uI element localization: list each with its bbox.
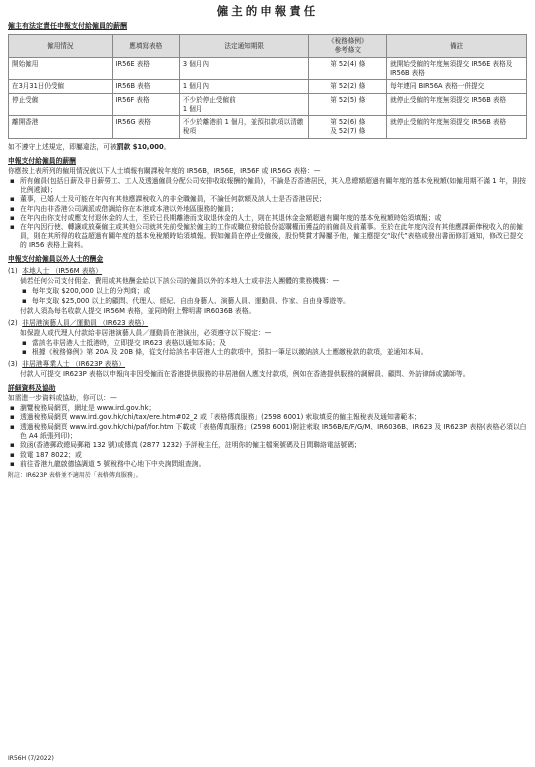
employee-list	[8, 177, 527, 251]
footnote: 附註：IR623P 表格並不適用於「表格傳真服務」。	[8, 472, 142, 480]
list-item: ▪ 董事，已婚人士及可能在年內有其他應課稅收入的非全職僱員，不論任何款額及該人士是否香港居民；	[8, 195, 527, 204]
list-item: ▪ 每年支取 $200,000 以上的分判商；或	[20, 287, 527, 296]
info-section-intro: 如需進一步資料或協助，你可以：—	[8, 393, 117, 402]
subsection-professionals	[8, 360, 527, 369]
table-row	[9, 116, 527, 138]
cell-deadline: 1 個月內	[179, 80, 309, 94]
list-item: ▪ 根據《稅務條例》第 20A 及 20B 條，從支付給該名非居港人士的款項中，預扣一筆足以繳納該人士應繳稅款的款項，並通知本局。	[20, 348, 527, 357]
subsection-performers	[8, 319, 527, 328]
table-row	[9, 80, 527, 94]
cell-form: IR56E 表格	[112, 57, 179, 79]
employee-section-intro: 你應按上表所列的僱用情況就以下人士填報有關課稅年度的 IR56B，IR56E，IR56F 或 IR56G 表格：—	[8, 166, 321, 175]
cell-remark: 就停止受僱的年度無須提交 IR56B 表格	[387, 116, 527, 138]
subsection-number: (1)	[8, 267, 18, 276]
nonemployee-section-heading: 申報支付給僱員以外人士的酬金	[8, 255, 104, 264]
requirements-table	[8, 34, 527, 138]
info-section-heading: 詳細資料及協助	[8, 384, 56, 393]
list-item: ▪ 致函(香港郵政總局郵箱 132 號)或傳真 (2877 1232) 予評稅主任，註明你的僱主檔案號碼及日間聯絡電話號碼；	[8, 441, 527, 450]
cell-remark: 就停止受僱的年度無須提交 IR56B 表格	[387, 93, 527, 115]
cell-situation: 在3月31日仍受僱	[9, 80, 113, 94]
local-list	[20, 287, 527, 305]
subsection-number: (3)	[8, 360, 18, 369]
col-header-deadline: 法定通知期限	[179, 35, 309, 57]
cell-deadline: 3 個月內	[179, 57, 309, 79]
subsection-text: 倘若任何公司支付佣金、費用或其他酬金給以下該公司的僱員以外的本地人士或非法人團體的業務機構：—	[20, 277, 340, 286]
table-row	[9, 93, 527, 115]
penalty-warning	[8, 143, 527, 152]
cell-ref: 第 52(5) 條	[309, 93, 387, 115]
list-item: ▪ 所有僱員(包括日薪及非日薪勞工、工人及透過僱員分配公司安排收取報酬的僱員)，不論是否香港居民，其入息總額超過有關年度的基本免稅額(如僱用期不滿 1 年，則按比例遞減)；	[8, 177, 527, 195]
cell-remark: 就開始受僱的年度無須提交 IR56E 表格及 IR56B 表格	[387, 57, 527, 79]
subsection-label: 非居港專業人士 （IR623P 表格）	[22, 360, 126, 369]
cell-ref: 第 52(4) 條	[309, 57, 387, 79]
penalty-amount: 罰款 $10,000	[116, 142, 164, 151]
list-item: ▪ 在年內因行使、轉讓或放棄僱主或其他公司就其先前受僱於僱主的工作或職位發給股份認購權而獲益的前僱員及前董事。至於在此年度內沒有其他應課薪俸稅收入的前僱員，則在其所得的收益超過有關年度的基本免稅額時始須填報。假如僱員在停止受僱後，股份獎賞才歸屬予他，僱主應提交“取代”表格或發出書面修訂通知，修改已提交的 IR56 表格上資料。	[8, 223, 527, 250]
cell-situation: 開始僱用	[9, 57, 113, 79]
list-item: ▪ 當該名非居港人士抵港時，立即提交 IR623 表格以通知本局；及	[20, 339, 527, 348]
list-item: ▪ 每年支取 $25,000 以上的顧問、代理人、經紀、自由身藝人、演藝人員、運動員、作家、自由身導遊等。	[20, 297, 527, 306]
table-heading: 僱主有法定責任申報支付給僱員的薪酬	[8, 22, 127, 31]
subsection-label: 非居港演藝人員／運動員 （IR623 表格）	[22, 318, 149, 327]
penalty-end: 。	[163, 142, 171, 151]
cell-deadline: 不少於停止受僱前 1 個月	[179, 93, 309, 115]
col-header-remark: 備註	[387, 35, 527, 57]
cell-remark: 每年連同 BIR56A 表格一併提交	[387, 80, 527, 94]
list-item: ▪ 致電 187 8022；或	[8, 451, 527, 460]
cell-form: IR56F 表格	[112, 93, 179, 115]
col-header-form: 應填寫表格	[112, 35, 179, 57]
list-item: ▪ 在年內由非香港公司調派或借調給你在本港或本港以外地區服務的僱員；	[8, 205, 527, 214]
col-header-ref: 《稅務條例》 參考條文	[309, 35, 387, 57]
list-item: ▪ 透過稅務局網頁 www.ird.gov.hk/chi/paf/for.htm 下載或「表格傳真服務」(2598 6001)附註索取 IR56B/E/F/G/M、IR6036B、IR623 及 IR623P 表格(表格必須以白色 A4 紙張列印)；	[8, 423, 527, 441]
cell-ref: 第 52(6) 條 及 52(7) 條	[309, 116, 387, 138]
penalty-text: 如不遵守上述規定，即屬違法，可被	[8, 142, 117, 151]
table-row	[9, 57, 527, 79]
subsection-number: (2)	[8, 318, 18, 327]
form-code: IR56H (7/2022)	[8, 755, 54, 763]
subsection-text: 如保證人或代理人付款給非居港演藝人員／運動員在港演出，必須遵守以下規定：—	[20, 328, 272, 337]
subsection-local	[8, 267, 527, 276]
cell-form: IR56G 表格	[112, 116, 179, 138]
col-header-situation: 僱用情況	[9, 35, 113, 57]
subsection-after: 付款人須為每名收款人提交 IR56M 表格，並同時附上聲明書 IR6036B 表格。	[20, 306, 256, 315]
cell-ref: 第 52(2) 條	[309, 80, 387, 94]
page	[0, 4, 535, 767]
page-title: 僱主的申報責任	[216, 4, 319, 18]
cell-deadline: 不少於離港前 1 個月，並預扣款項以清繳稅項	[179, 116, 309, 138]
performers-list	[20, 339, 527, 357]
list-item: ▪ 前往香港九龍啟德協調道 5 號稅務中心地下中央詢問組查詢。	[8, 460, 527, 469]
cell-form: IR56B 表格	[112, 80, 179, 94]
list-item: ▪ 在年內由你支付或應支付退休金的人士，至於已長期離港而支取退休金的人士，則在其退休金金額超過有關年度的基本免稅額時始須填報；或	[8, 214, 527, 223]
cell-situation: 離開香港	[9, 116, 113, 138]
subsection-label: 本地人士 （IR56M 表格）	[22, 267, 103, 276]
info-list	[8, 404, 527, 469]
cell-situation: 停止受僱	[9, 93, 113, 115]
table-header-row	[9, 35, 527, 57]
subsection-text: 付款人可提交 IR623P 表格以申報向非因受僱而在香港提供服務的非居港個人應支付款項，例如在香港提供服務的調解員、顧問、外訪律師或講師等。	[20, 370, 470, 379]
list-item: ▪ 透過稅務局網頁 www.ird.gov.hk/chi/tax/ere.htm#02_2 或「表格傳真服務」(2598 6001) 索取填妥的僱主報稅表及通知書範本；	[8, 413, 527, 422]
employee-section-heading: 申報支付給僱員的薪酬	[8, 156, 76, 165]
list-item: ▪ 瀏覽稅務局網頁，網址是 www.ird.gov.hk；	[8, 404, 527, 413]
